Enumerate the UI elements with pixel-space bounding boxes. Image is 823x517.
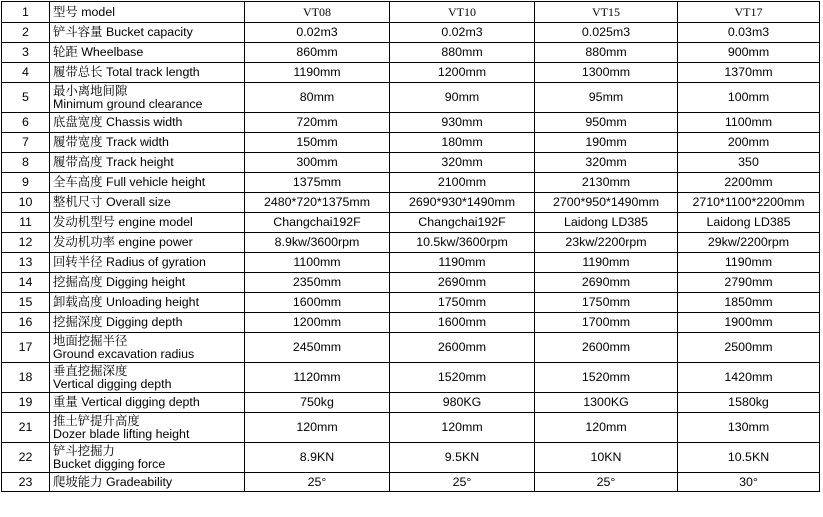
row-number: 3 — [2, 43, 50, 63]
spec-value: 1200mm — [245, 313, 390, 333]
spec-value: 1190mm — [390, 253, 535, 273]
table-row — [2, 363, 820, 393]
spec-value: 720mm — [245, 113, 390, 133]
spec-value: 10KN — [535, 443, 678, 473]
row-number: 15 — [2, 293, 50, 313]
spec-value: 10.5kw/3600rpm — [390, 233, 535, 253]
spec-value: 1520mm — [535, 363, 678, 393]
spec-value: 100mm — [678, 83, 820, 113]
spec-value: 180mm — [390, 133, 535, 153]
spec-value: 1100mm — [678, 113, 820, 133]
spec-name: 整机尺寸 Overall size — [50, 193, 245, 213]
spec-value: 1520mm — [390, 363, 535, 393]
spec-name: 挖掘高度 Digging height — [50, 273, 245, 293]
spec-name: 发动机型号 engine model — [50, 213, 245, 233]
model-header: VT10 — [390, 2, 535, 23]
row-number: 8 — [2, 153, 50, 173]
spec-value: 2700*950*1490mm — [535, 193, 678, 213]
row-number: 12 — [2, 233, 50, 253]
spec-name: 底盘宽度 Chassis width — [50, 113, 245, 133]
spec-value: 1100mm — [245, 253, 390, 273]
spec-value: 1600mm — [245, 293, 390, 313]
spec-name: 履带总长 Total track length — [50, 63, 245, 83]
row-number: 11 — [2, 213, 50, 233]
header-row — [2, 2, 820, 23]
spec-value: 1200mm — [390, 63, 535, 83]
row-number: 16 — [2, 313, 50, 333]
table-row — [2, 253, 820, 273]
table-row — [2, 43, 820, 63]
spec-table — [1, 1, 820, 492]
spec-name-cn: 推土铲提升高度 — [53, 413, 140, 428]
table-row — [2, 173, 820, 193]
spec-name-en: Vertical digging depth — [53, 376, 172, 391]
spec-value: 900mm — [678, 43, 820, 63]
spec-name: 挖掘深度 Digging depth — [50, 313, 245, 333]
spec-value: 2500mm — [678, 333, 820, 363]
spec-value: 2790mm — [678, 273, 820, 293]
row-number: 19 — [2, 393, 50, 413]
table-row — [2, 273, 820, 293]
header-label: 型号 model — [50, 2, 245, 23]
spec-name-en: Minimum ground clearance — [53, 96, 203, 111]
spec-value: 2690mm — [390, 273, 535, 293]
table-row — [2, 293, 820, 313]
spec-value: 1190mm — [535, 253, 678, 273]
spec-name: 铲斗容量 Bucket capacity — [50, 23, 245, 43]
row-number: 1 — [2, 2, 50, 23]
spec-name: 履带宽度 Track width — [50, 133, 245, 153]
spec-name: 履带高度 Track height — [50, 153, 245, 173]
spec-value: 90mm — [390, 83, 535, 113]
spec-name — [50, 363, 245, 393]
row-number: 10 — [2, 193, 50, 213]
table-row — [2, 63, 820, 83]
spec-value: 25° — [245, 473, 390, 492]
spec-value: 1750mm — [535, 293, 678, 313]
spec-name — [50, 443, 245, 473]
row-number: 22 — [2, 443, 50, 473]
row-number: 21 — [2, 413, 50, 443]
spec-value: Changchai192F — [245, 213, 390, 233]
table-row — [2, 333, 820, 363]
table-row — [2, 133, 820, 153]
row-number: 13 — [2, 253, 50, 273]
spec-name-cn: 地面挖掘半径 — [53, 333, 128, 348]
table-row — [2, 473, 820, 492]
spec-value: Changchai192F — [390, 213, 535, 233]
spec-value: 1600mm — [390, 313, 535, 333]
spec-value: 930mm — [390, 113, 535, 133]
spec-value: 1300KG — [535, 393, 678, 413]
row-number: 14 — [2, 273, 50, 293]
row-number: 2 — [2, 23, 50, 43]
spec-value: 25° — [390, 473, 535, 492]
spec-value: 120mm — [390, 413, 535, 443]
spec-value: 320mm — [535, 153, 678, 173]
spec-value: 1370mm — [678, 63, 820, 83]
spec-value: 2130mm — [535, 173, 678, 193]
spec-name-cn: 最小离地间隙 — [53, 83, 128, 98]
spec-value: 1120mm — [245, 363, 390, 393]
row-number: 18 — [2, 363, 50, 393]
spec-value: 80mm — [245, 83, 390, 113]
spec-value: 8.9kw/3600rpm — [245, 233, 390, 253]
spec-value: 95mm — [535, 83, 678, 113]
spec-value: 2690*930*1490mm — [390, 193, 535, 213]
spec-value: 1580kg — [678, 393, 820, 413]
spec-value: Laidong LD385 — [678, 213, 820, 233]
spec-name-en: Dozer blade lifting height — [53, 426, 190, 441]
spec-value: 2690mm — [535, 273, 678, 293]
spec-value: 1850mm — [678, 293, 820, 313]
table-row — [2, 413, 820, 443]
spec-name — [50, 413, 245, 443]
spec-value: 0.02m3 — [390, 23, 535, 43]
spec-value: 9.5KN — [390, 443, 535, 473]
spec-name: 爬坡能力 Gradeability — [50, 473, 245, 492]
spec-value: 980KG — [390, 393, 535, 413]
spec-value: 2200mm — [678, 173, 820, 193]
spec-value: 320mm — [390, 153, 535, 173]
row-number: 9 — [2, 173, 50, 193]
spec-value: 200mm — [678, 133, 820, 153]
table-row — [2, 23, 820, 43]
row-number: 5 — [2, 83, 50, 113]
spec-name: 全车高度 Full vehicle height — [50, 173, 245, 193]
row-number: 7 — [2, 133, 50, 153]
table-row — [2, 113, 820, 133]
spec-value: 2100mm — [390, 173, 535, 193]
table-row — [2, 153, 820, 173]
spec-value: 0.02m3 — [245, 23, 390, 43]
spec-value: 30° — [678, 473, 820, 492]
spec-name: 重量 Vertical digging depth — [50, 393, 245, 413]
spec-value: 2710*1100*2200mm — [678, 193, 820, 213]
spec-value: 8.9KN — [245, 443, 390, 473]
spec-value: 2350mm — [245, 273, 390, 293]
spec-value: 190mm — [535, 133, 678, 153]
spec-value: 860mm — [245, 43, 390, 63]
spec-value: 880mm — [390, 43, 535, 63]
spec-value: 2450mm — [245, 333, 390, 363]
model-header: VT17 — [678, 2, 820, 23]
spec-value: 350 — [678, 153, 820, 173]
spec-value: 1375mm — [245, 173, 390, 193]
table-row — [2, 193, 820, 213]
spec-value: 0.025m3 — [535, 23, 678, 43]
spec-name — [50, 333, 245, 363]
spec-value: 120mm — [535, 413, 678, 443]
spec-value: 1750mm — [390, 293, 535, 313]
spec-value: 2600mm — [390, 333, 535, 363]
spec-value: 1900mm — [678, 313, 820, 333]
spec-value: 750kg — [245, 393, 390, 413]
row-number: 6 — [2, 113, 50, 133]
spec-value: 300mm — [245, 153, 390, 173]
spec-value: 1190mm — [245, 63, 390, 83]
spec-name-cn: 垂直挖掘深度 — [53, 363, 128, 378]
table-row — [2, 233, 820, 253]
spec-value: Laidong LD385 — [535, 213, 678, 233]
row-number: 23 — [2, 473, 50, 492]
spec-name: 发动机功率 engine power — [50, 233, 245, 253]
spec-value: 10.5KN — [678, 443, 820, 473]
spec-name-en: Bucket digging force — [53, 456, 166, 471]
spec-name — [50, 83, 245, 113]
spec-value: 25° — [535, 473, 678, 492]
spec-value: 23kw/2200rpm — [535, 233, 678, 253]
spec-value: 0.03m3 — [678, 23, 820, 43]
spec-value: 150mm — [245, 133, 390, 153]
spec-value: 1420mm — [678, 363, 820, 393]
spec-value: 2600mm — [535, 333, 678, 363]
spec-name-en: Ground excavation radius — [53, 346, 195, 361]
spec-value: 1190mm — [678, 253, 820, 273]
row-number: 17 — [2, 333, 50, 363]
spec-value: 880mm — [535, 43, 678, 63]
spec-value: 130mm — [678, 413, 820, 443]
spec-name: 卸载高度 Unloading height — [50, 293, 245, 313]
spec-value: 1700mm — [535, 313, 678, 333]
table-row — [2, 83, 820, 113]
model-header: VT08 — [245, 2, 390, 23]
spec-name: 轮距 Wheelbase — [50, 43, 245, 63]
spec-value: 1300mm — [535, 63, 678, 83]
row-number: 4 — [2, 63, 50, 83]
table-row — [2, 443, 820, 473]
spec-name-cn: 铲斗挖掘力 — [53, 443, 115, 458]
spec-value: 2480*720*1375mm — [245, 193, 390, 213]
spec-value: 950mm — [535, 113, 678, 133]
table-row — [2, 313, 820, 333]
table-row — [2, 213, 820, 233]
spec-name: 回转半径 Radius of gyration — [50, 253, 245, 273]
spec-value: 29kw/2200rpm — [678, 233, 820, 253]
spec-value: 120mm — [245, 413, 390, 443]
model-header: VT15 — [535, 2, 678, 23]
table-row — [2, 393, 820, 413]
